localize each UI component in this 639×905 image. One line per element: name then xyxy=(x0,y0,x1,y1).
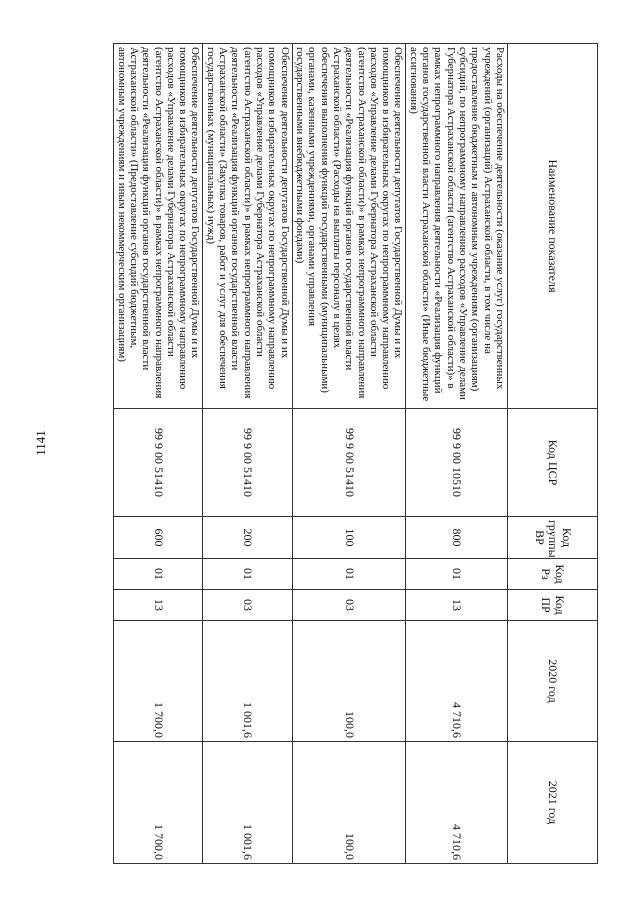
table-row xyxy=(292,44,406,864)
header-rz: Код Рз xyxy=(508,559,598,590)
row-vr: 800 xyxy=(406,517,508,559)
row-name: Обеспечение деятельности депутатов Государственной Думы и их помощников в избирательных округах по непрограммному направлению расходов «Управление делами Губернатора Астраханской области (агентство Астраханской области)» в рамках непрограммного направления деятельности «Реализация функций органов государственной власти Астраханской области» (Расходы на выплаты персоналу в целях обеспечения выполнения функций государственными (муниципальными) органами, казенными учреждениями, органами управления государственными внебюджетными фондами) xyxy=(292,44,406,409)
row-2021: 4 710,6 xyxy=(406,742,508,864)
row-2020: 100,0 xyxy=(292,621,406,742)
row-vr: 200 xyxy=(203,517,292,559)
row-vr: 100 xyxy=(292,517,406,559)
row-csr: 99 9 00 10510 xyxy=(406,409,508,517)
header-name: Наименование показателя xyxy=(508,44,598,409)
header-2021: 2021 год xyxy=(508,742,598,864)
header-row xyxy=(508,44,598,864)
header-csr: Код ЦСР xyxy=(508,409,598,517)
budget-table xyxy=(113,43,598,864)
table-row xyxy=(203,44,292,864)
row-name: Обеспечение деятельности депутатов Государственной Думы и их помощников в избирательных округах по непрограммному направлению расходов «Управление делами Губернатора Астраханской области (агентство Астраханской области)» в рамках непрограммного направления деятельности «Реализация функций органов государственной власти Астраханской области» (Закупка товаров, работ и услуг для обеспечения государственных (муниципальных) нужд) xyxy=(203,44,292,409)
row-pr: 03 xyxy=(203,590,292,621)
row-pr: 13 xyxy=(406,590,508,621)
row-rz: 01 xyxy=(406,559,508,590)
row-name: Обеспечение деятельности депутатов Государственной Думы и их помощников в избирательных округах по непрограммному направлению расходов «Управление делами Губернатора Астраханской области (агентство Астраханской области)» в рамках непрограммного направления деятельности «Реализация функций органов государственной власти Астраханской области» (Предоставление субсидий бюджетным, автономным учреждениям и иным некоммерческим организациям) xyxy=(114,44,203,409)
header-vr: Код группы ВР xyxy=(508,517,598,559)
row-vr: 600 xyxy=(114,517,203,559)
page-number: 1141 xyxy=(33,430,48,456)
row-2021: 100,0 xyxy=(292,742,406,864)
row-name: Расходы на обеспечение деятельности (оказание услуг) государственных учреждений (организаций) Астраханской области, в том числе на предоставление бюджетным и автономным учреждениям (организациям) субсидий, по непрограммному направлению расходов «Управление делами Губернатора Астраханской области (агентство Астраханской области)» в рамках непрограммного направления деятельности «Реализация функций органов государственной власти Астраханской области» (Иные бюджетные ассигнования) xyxy=(406,44,508,409)
row-2021: 1 001,6 xyxy=(203,742,292,864)
row-csr: 99 9 00 51410 xyxy=(203,409,292,517)
row-csr: 99 9 00 51410 xyxy=(114,409,203,517)
row-pr: 13 xyxy=(114,590,203,621)
row-2020: 4 710,6 xyxy=(406,621,508,742)
row-2020: 1 001,6 xyxy=(203,621,292,742)
header-pr: Код ПР xyxy=(508,590,598,621)
row-rz: 01 xyxy=(114,559,203,590)
rotated-table-area xyxy=(115,43,598,863)
row-pr: 03 xyxy=(292,590,406,621)
table-row xyxy=(406,44,508,864)
row-rz: 01 xyxy=(292,559,406,590)
row-rz: 01 xyxy=(203,559,292,590)
row-2021: 1 700,0 xyxy=(114,742,203,864)
row-csr: 99 9 00 51410 xyxy=(292,409,406,517)
table-row xyxy=(114,44,203,864)
header-2020: 2020 год xyxy=(508,621,598,742)
row-2020: 1 700,0 xyxy=(114,621,203,742)
